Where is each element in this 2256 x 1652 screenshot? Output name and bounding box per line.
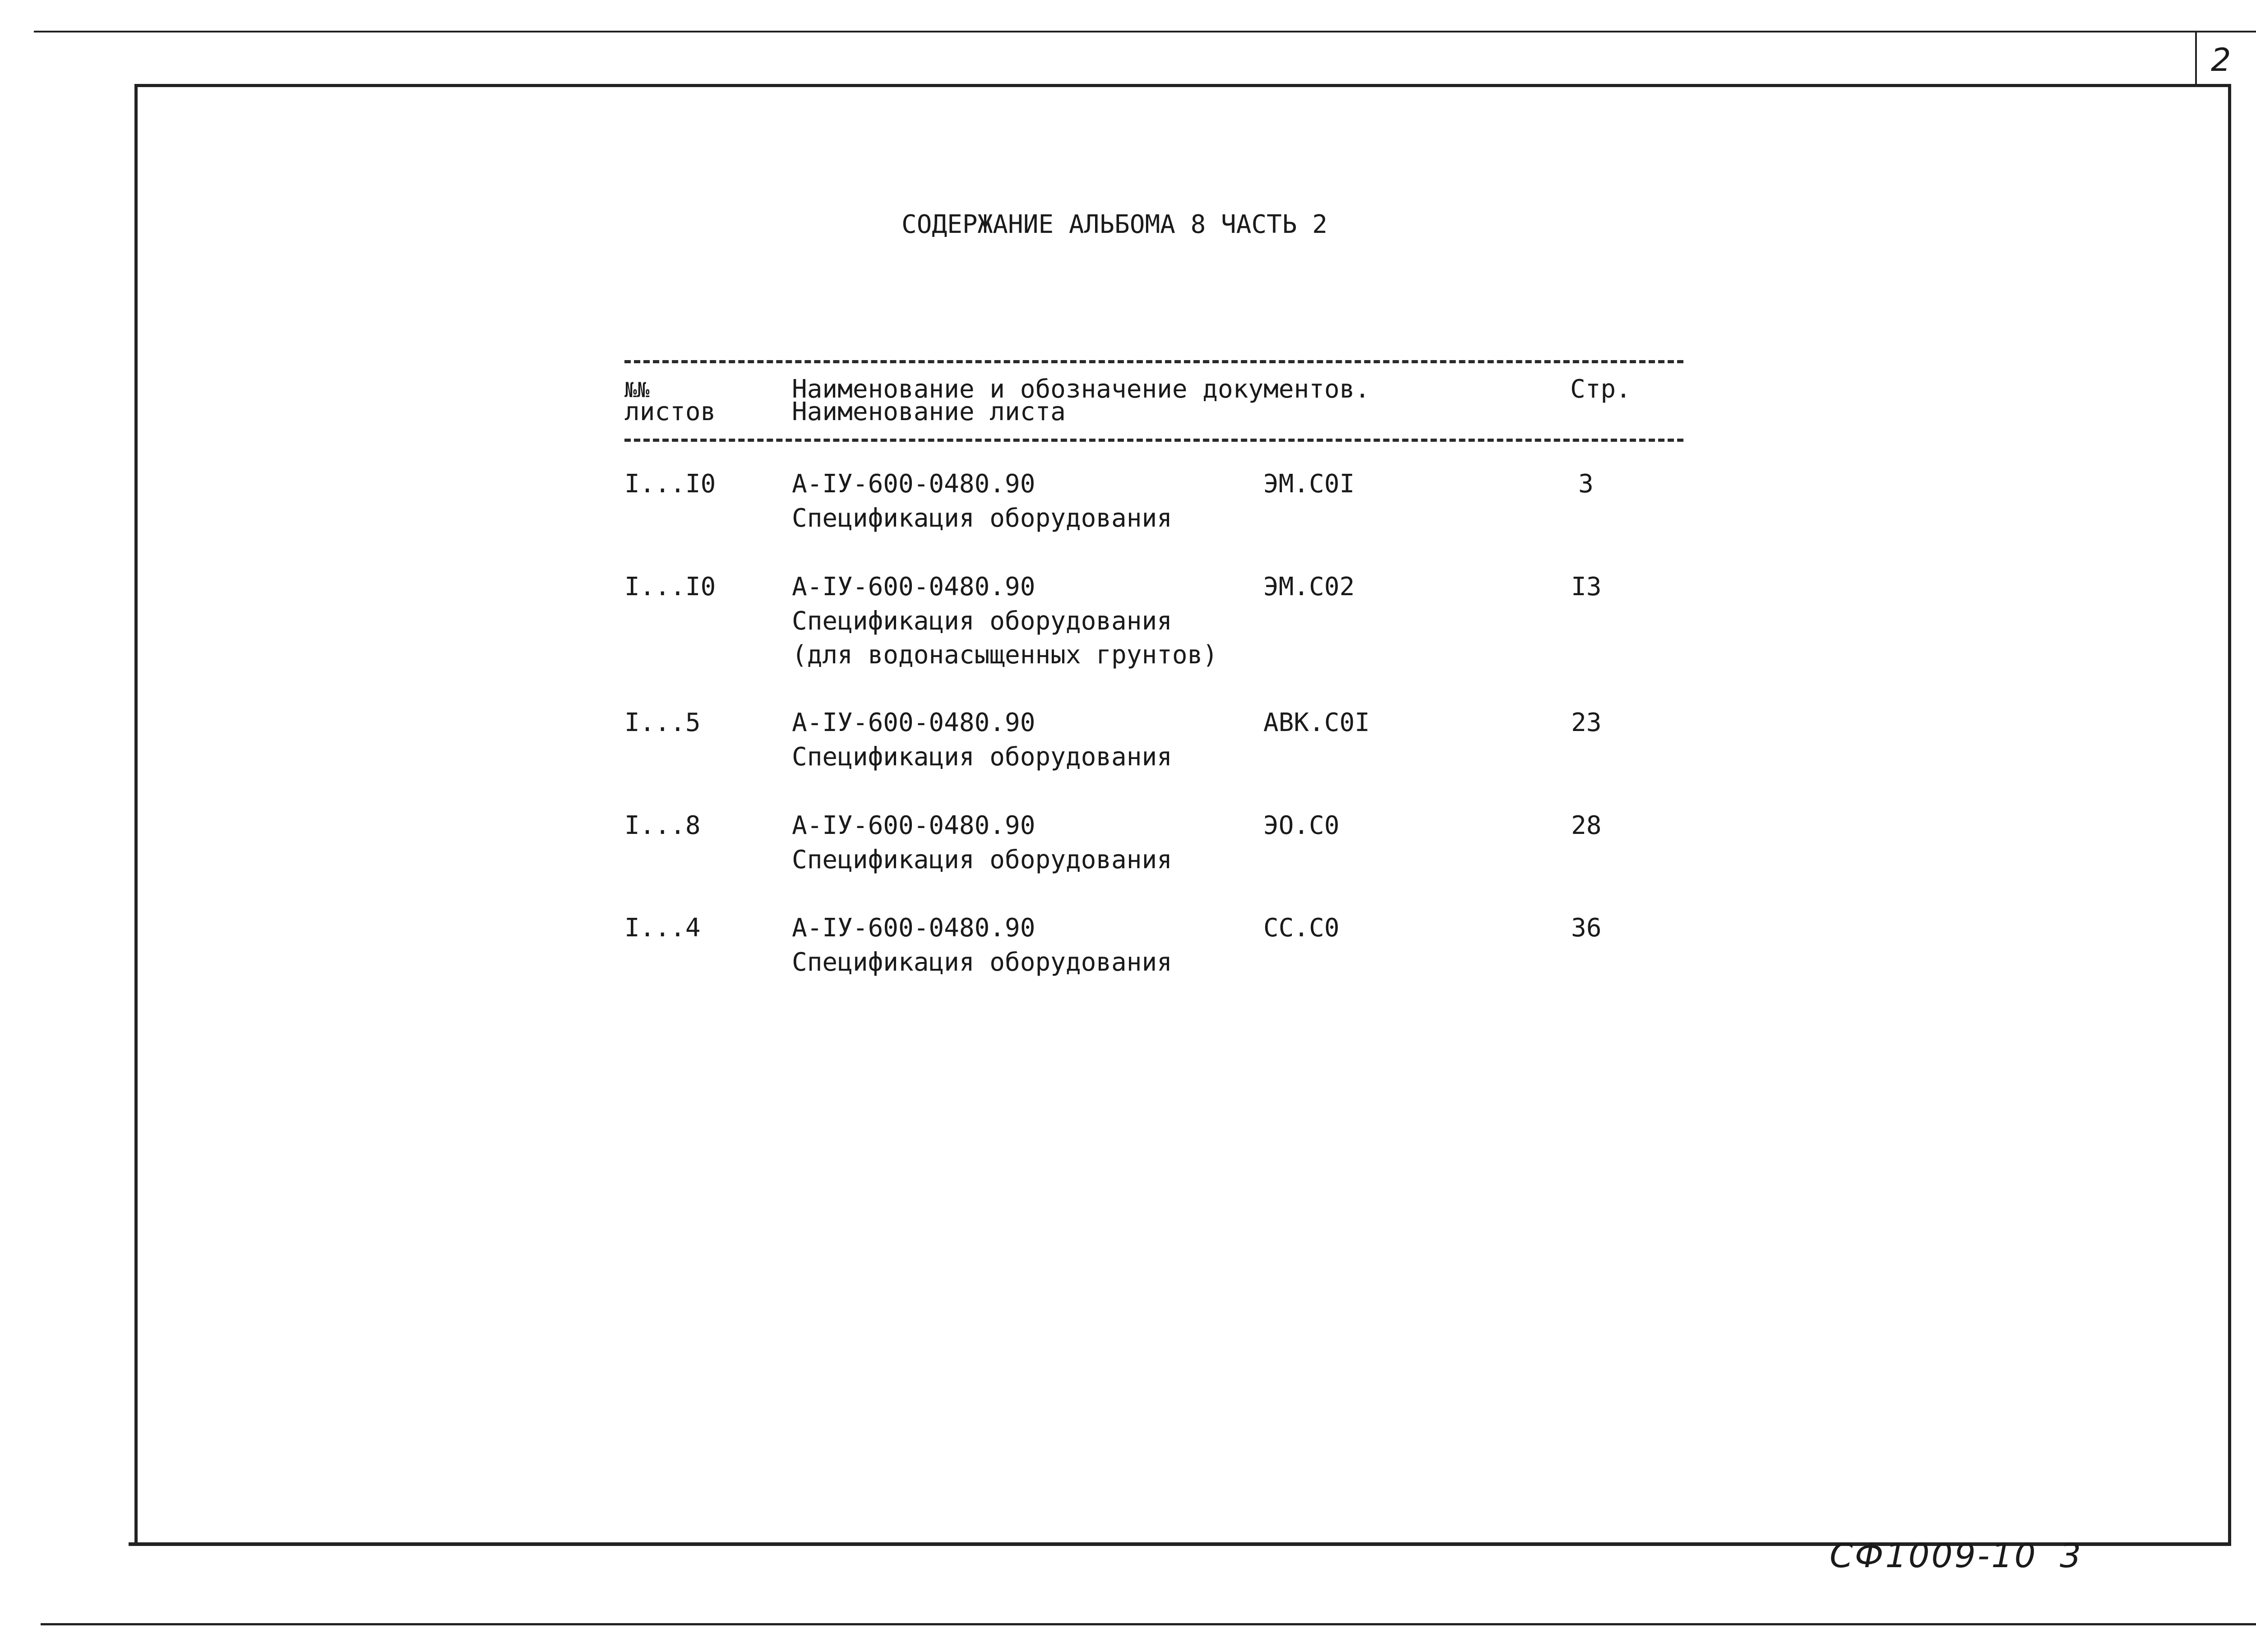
sheet-number: 2 (2211, 42, 2231, 79)
row-code: ЭО.С0 (1263, 811, 1340, 840)
row-sheets: I...8 (624, 811, 701, 840)
row-page: 36 (1571, 913, 1602, 943)
row-code: ЭМ.С02 (1263, 572, 1355, 602)
row-code: СС.С0 (1263, 913, 1340, 943)
page-title: СОДЕРЖАНИЕ АЛЬБОМА 8 ЧАСТЬ 2 (901, 210, 1328, 239)
row-sheets: I...4 (624, 913, 701, 943)
bottom-edge-line (41, 1623, 2256, 1625)
header-name-line2: Наименование листа (792, 397, 1066, 426)
frame-right-line (2228, 84, 2231, 1546)
frame-left-line (134, 84, 138, 1546)
row-sheet-name: Спецификация оборудования (792, 606, 1172, 636)
row-code: ЭМ.С0I (1263, 469, 1355, 499)
header-sheets-line2: листов (624, 397, 716, 426)
row-sheets: I...I0 (624, 469, 716, 499)
row-page: 3 (1578, 469, 1594, 499)
row-document: А-IУ-600-0480.90 (792, 708, 1036, 737)
row-code: АВК.С0I (1263, 708, 1370, 737)
row-sheet-name: Спецификация оборудования (792, 504, 1172, 533)
row-document: А-IУ-600-0480.90 (792, 469, 1036, 499)
header-page: Стр. (1570, 375, 1631, 404)
row-sheet-name: Спецификация оборудования (792, 742, 1172, 772)
row-sheet-name: Спецификация оборудования (792, 948, 1172, 977)
row-sheet-name-extra: (для водонасыщенных грунтов) (792, 640, 1218, 670)
table-top-rule (624, 360, 1683, 363)
header-sheets-line1: №№ (624, 378, 650, 402)
top-edge-line (34, 31, 2256, 32)
row-page: I3 (1571, 572, 1602, 602)
row-sheet-name: Спецификация оборудования (792, 845, 1172, 875)
row-page: 23 (1571, 708, 1602, 737)
header-name-line1: Наименование и обозначение документов. (792, 375, 1370, 404)
stamp-page: 3 (2060, 1536, 2081, 1575)
sheet-number-box-left (2195, 31, 2197, 86)
row-sheets: I...5 (624, 708, 701, 737)
stamp-code: СФ1009-10 (1830, 1536, 2038, 1575)
row-page: 28 (1571, 811, 1602, 840)
row-document: А-IУ-600-0480.90 (792, 913, 1036, 943)
row-document: А-IУ-600-0480.90 (792, 811, 1036, 840)
frame-top-line (138, 84, 2231, 87)
row-document: А-IУ-600-0480.90 (792, 572, 1036, 602)
table-header-rule (624, 439, 1683, 442)
row-sheets: I...I0 (624, 572, 716, 602)
